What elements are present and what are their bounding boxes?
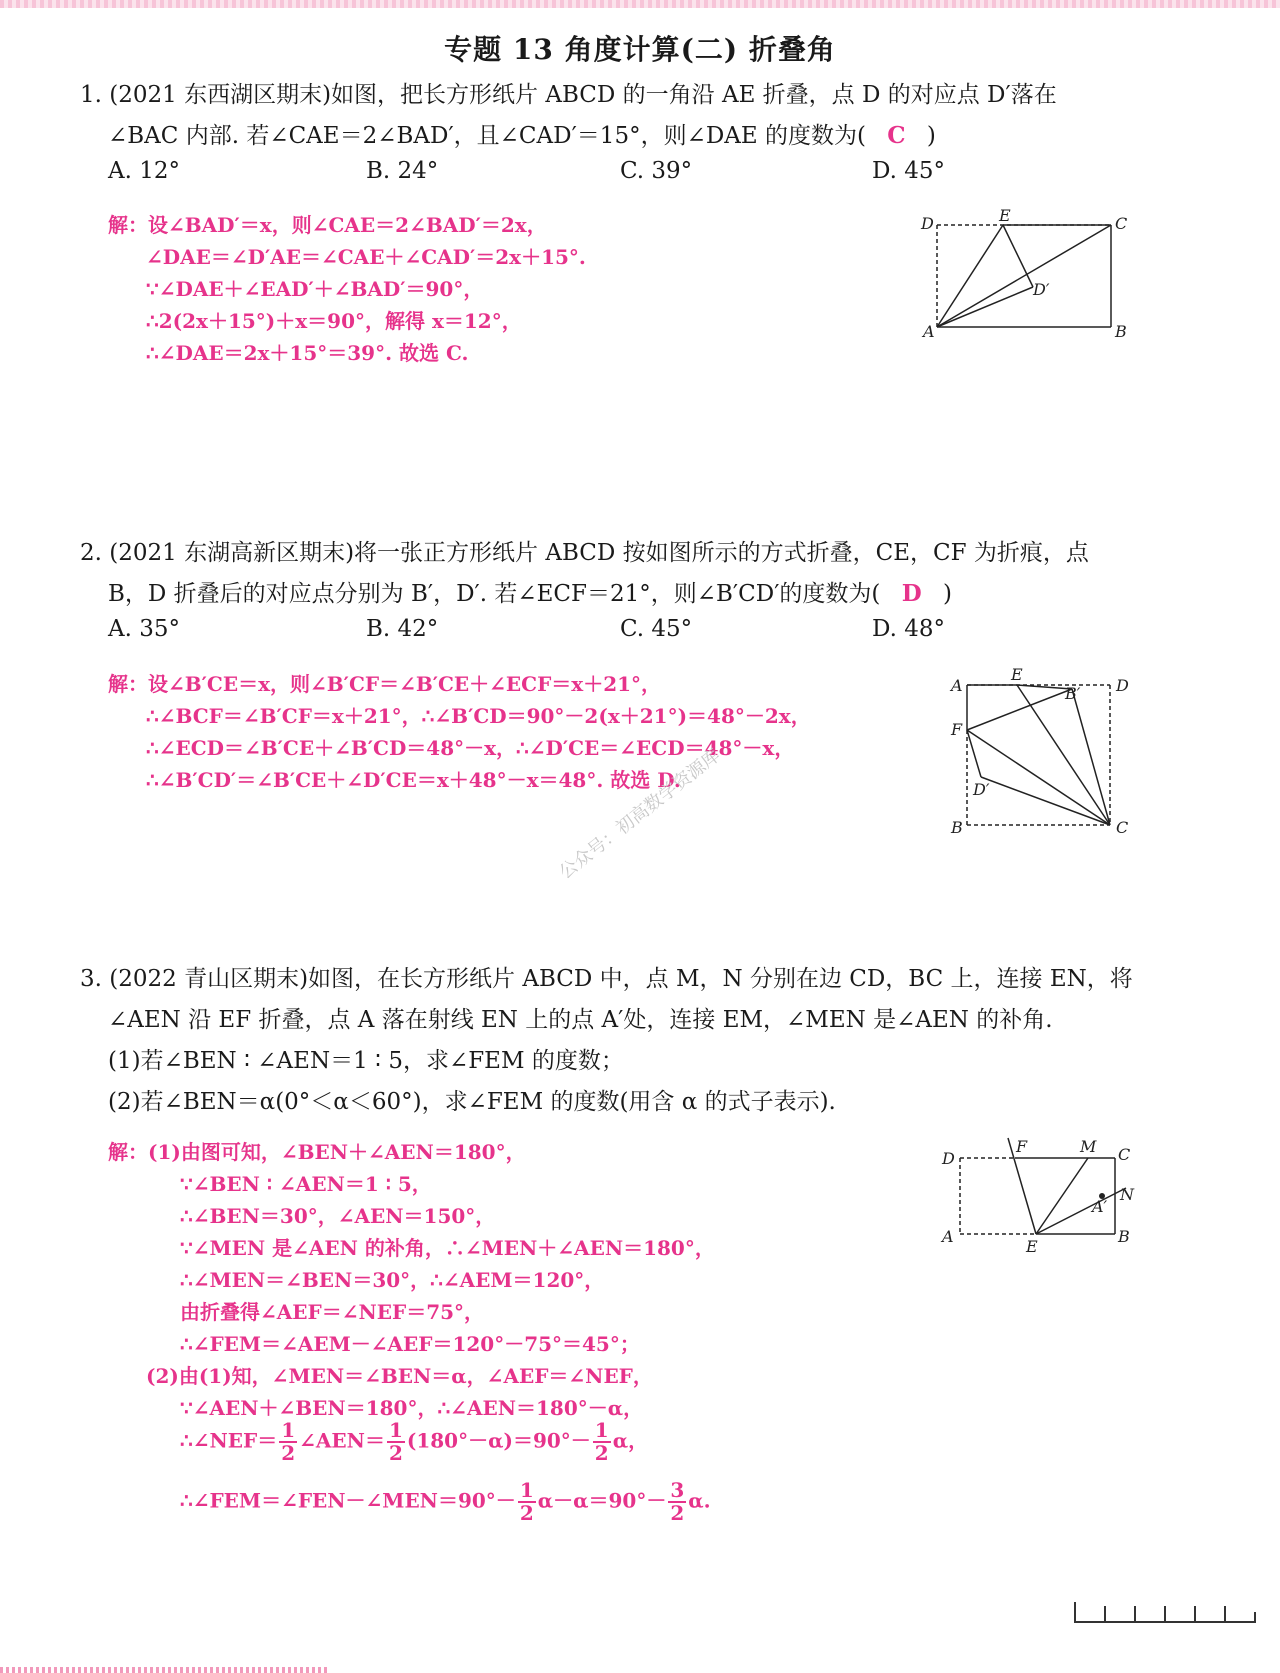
q1-diagonal-ac — [937, 225, 1111, 327]
q2-option-c: C. 45° — [620, 616, 693, 642]
q1-solution-line: ∠DAE＝∠D′AE＝∠CAE＋∠CAD′＝2x＋15°. — [146, 245, 586, 269]
q2-label: F — [951, 720, 963, 739]
numerator: 1 — [519, 1478, 534, 1502]
q3-solution-line: ∴∠MEN＝∠BEN＝30°，∴∠AEM＝120°， — [180, 1268, 605, 1292]
q2-label: D — [1116, 676, 1129, 695]
top-decorative-band — [0, 0, 1280, 8]
fraction-half — [387, 1420, 405, 1464]
q2-answer: D — [901, 580, 922, 607]
page-title: 专题 13 角度计算(二) 折叠角 — [444, 33, 836, 66]
q1-option-b: B. 24° — [366, 158, 439, 184]
q1-solution-line: ∴2(2x＋15°)＋x＝90°，解得 x＝12°， — [146, 309, 522, 333]
q3-ray-en — [1036, 1188, 1126, 1234]
q1-label: A — [923, 322, 935, 341]
fem-part: α－α＝90°－ — [537, 1488, 667, 1513]
q3-label: A′ — [1092, 1197, 1108, 1216]
q2-close-paren: ) — [942, 581, 952, 607]
fem-part: ∴∠FEM＝∠FEN－∠MEN＝90°－ — [180, 1488, 516, 1513]
q3-solution-line: ∵∠MEN 是∠AEN 的补角，∴∠MEN＋∠AEN＝180°， — [180, 1236, 715, 1260]
denominator: 2 — [519, 1501, 534, 1525]
nef-part: (180°－α)＝90°－ — [406, 1428, 591, 1453]
q2-label: A — [951, 676, 963, 695]
fraction-three-half — [668, 1480, 686, 1524]
q1-segment-ed — [1003, 225, 1033, 287]
numerator: 1 — [388, 1418, 403, 1442]
q1-label: D — [921, 214, 934, 233]
q1-segment-ad — [937, 287, 1033, 327]
bottom-decorative-band — [0, 1667, 330, 1673]
q2-label: C — [1116, 818, 1129, 837]
nef-part: ∴∠NEF＝ — [180, 1428, 278, 1453]
q1-solution-line: ∵∠DAE＋∠EAD′＋∠BAD′＝90°， — [146, 277, 484, 301]
q2-crease-cf — [967, 730, 1110, 825]
q2-stem-line2 — [108, 575, 952, 608]
q3-label: E — [1026, 1237, 1038, 1256]
q3-solution-nef — [180, 1420, 648, 1464]
q2-option-a: A. 35° — [108, 616, 180, 642]
q1-solution-line: ∴∠DAE＝2x＋15°＝39°. 故选 C. — [146, 341, 469, 365]
q1-close-paren: ) — [926, 123, 936, 149]
numerator: 1 — [281, 1418, 296, 1442]
q3-label: N — [1120, 1185, 1134, 1204]
q2-crease-ce — [1017, 685, 1110, 825]
nef-part: α， — [612, 1428, 649, 1453]
denominator: 2 — [670, 1501, 685, 1525]
q3-solution-line: ∴∠FEM＝∠AEM－∠AEF＝120°－75°＝45°； — [180, 1332, 640, 1356]
q3-solution-line: 由折叠得∠AEF＝∠NEF＝75°， — [180, 1300, 485, 1324]
nef-part: ∠AEN＝ — [299, 1428, 385, 1453]
watermark: 公众号：初高数学资源库 — [555, 744, 725, 884]
q3-solution-line: ∴∠BEN＝30°，∠AEN＝150°， — [180, 1204, 496, 1228]
q3-segment-em — [1036, 1158, 1088, 1234]
q2-figure — [945, 665, 1140, 840]
q2-option-d: D. 48° — [872, 616, 946, 642]
decorative-tail-lines — [1070, 1600, 1260, 1626]
q3-solution-line: ∵∠BEN ∶ ∠AEN＝1 ∶ 5， — [180, 1172, 432, 1196]
fraction-half — [279, 1420, 297, 1464]
numerator: 1 — [594, 1418, 609, 1442]
q3-stem-line1: 3. (2022 青山区期末)如图，在长方形纸片 ABCD 中，点 M，N 分别在边 CD，BC 上，连接 EN，将 — [80, 966, 1133, 992]
q3-part2: (2)若∠BEN＝α(0°＜α＜60°)，求∠FEM 的度数(用含 α 的式子表示). — [108, 1089, 836, 1115]
q1-label: C — [1115, 214, 1128, 233]
q1-stem-text: ∠BAC 内部. 若∠CAE＝2∠BAD′，且∠CAD′＝15°，则∠DAE 的度数为( — [108, 123, 866, 149]
q3-solution-line: ∵∠AEN＋∠BEN＝180°，∴∠AEN＝180°－α， — [180, 1396, 644, 1420]
q3-part1: (1)若∠BEN ∶ ∠AEN＝1 ∶ 5，求∠FEM 的度数； — [108, 1048, 624, 1074]
q1-label: B — [1115, 322, 1127, 341]
fraction-half — [593, 1420, 611, 1464]
q2-segment-fb — [967, 689, 1072, 730]
q3-label: F — [1016, 1137, 1028, 1156]
q3-label: A — [942, 1227, 954, 1246]
q2-solution-line: ∴∠B′CD′＝∠B′CE＋∠D′CE＝x＋48°－x＝48°. 故选 D. — [146, 768, 681, 792]
q2-solution-line: ∴∠BCF＝∠B′CF＝x＋21°，∴∠B′CD＝90°－2(x＋21°)＝48°－2x， — [146, 704, 811, 728]
q2-solution-line: ∴∠ECD＝∠B′CE＋∠B′CD＝48°－x，∴∠D′CE＝∠ECD＝48°－x， — [146, 736, 795, 760]
q1-option-d: D. 45° — [872, 158, 946, 184]
q3-solution-line: 解：(1)由图可知，∠BEN＋∠AEN＝180°， — [108, 1140, 526, 1164]
q3-label: C — [1118, 1145, 1131, 1164]
q3-solution-line: (2)由(1)知，∠MEN＝∠BEN＝α，∠AEF＝∠NEF， — [146, 1364, 653, 1388]
q3-label: M — [1080, 1137, 1097, 1156]
q2-label: D′ — [973, 780, 990, 799]
q3-label: D — [942, 1149, 955, 1168]
q1-fold-ae — [937, 225, 1003, 327]
denominator: 2 — [388, 1441, 403, 1465]
q2-segment-dc — [981, 777, 1110, 825]
q1-stem-line1: 1. (2021 东西湖区期末)如图，把长方形纸片 ABCD 的一角沿 AE 折叠，点 D 的对应点 D′落在 — [80, 82, 1057, 108]
fem-part: α. — [688, 1488, 711, 1513]
q1-figure — [915, 205, 1140, 345]
q3-solution-fem — [180, 1480, 711, 1524]
q1-stem-line2 — [108, 117, 936, 150]
q2-solution-line: 解：设∠B′CE＝x，则∠B′CF＝∠B′CE＋∠ECF＝x＋21°， — [108, 672, 662, 696]
q2-label: E — [1011, 665, 1023, 684]
q1-option-c: C. 39° — [620, 158, 693, 184]
denominator: 2 — [594, 1441, 609, 1465]
q2-label: B — [951, 818, 963, 837]
q1-label: D′ — [1033, 280, 1050, 299]
q1-label: E — [999, 206, 1011, 225]
q2-stem-line1: 2. (2021 东湖高新区期末)将一张正方形纸片 ABCD 按如图所示的方式折叠，CE，CF 为折痕，点 — [80, 540, 1089, 566]
q3-stem-line2: ∠AEN 沿 EF 折叠，点 A 落在射线 EN 上的点 A′处，连接 EM，∠MEN 是∠AEN 的补角. — [108, 1007, 1053, 1033]
q1-option-a: A. 12° — [108, 158, 180, 184]
q1-answer: C — [887, 122, 906, 149]
q1-solution-line: 解：设∠BAD′＝x，则∠CAE＝2∠BAD′＝2x， — [108, 213, 547, 237]
fraction-half — [518, 1480, 536, 1524]
q2-option-b: B. 42° — [366, 616, 439, 642]
q3-figure — [930, 1130, 1140, 1260]
numerator: 3 — [670, 1478, 685, 1502]
q2-label: B′ — [1065, 684, 1081, 703]
q2-segment-bc — [1072, 689, 1110, 825]
q2-stem-text: B，D 折叠后的对应点分别为 B′，D′. 若∠ECF＝21°，则∠B′CD′的度数为( — [108, 581, 881, 607]
q3-label: B — [1118, 1227, 1130, 1246]
denominator: 2 — [281, 1441, 296, 1465]
